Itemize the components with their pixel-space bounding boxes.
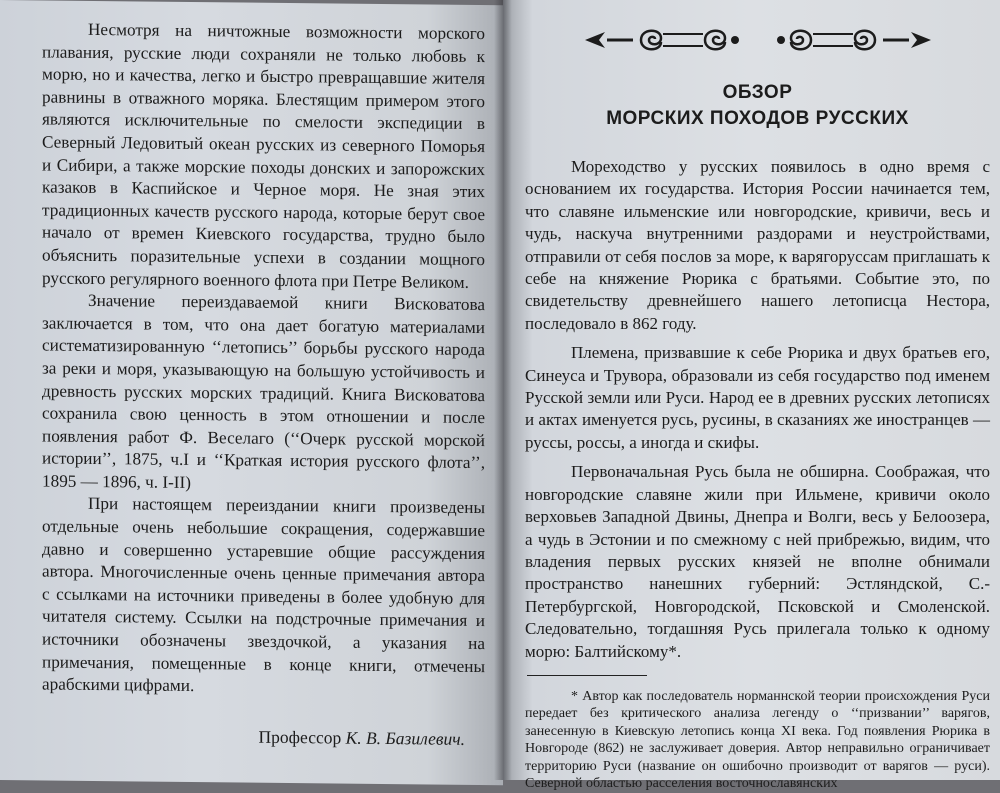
left-page — [0, 0, 503, 785]
chapter-title-line-2: МОРСКИХ ПОХОДОВ РУССКИХ — [606, 108, 909, 129]
header-ornament — [525, 20, 990, 60]
book-gutter — [494, 0, 512, 780]
chapter-title — [525, 80, 990, 132]
signature-title: Профессор — [258, 726, 342, 748]
footnote — [525, 688, 990, 793]
right-page — [503, 0, 1000, 792]
footnote-divider — [527, 675, 647, 676]
left-paragraph-2: Значение переиздаваемой книги Висковатова заключается в том, что она дает богатую материалами систематизированную ‘‘летопись’’ борьбы русского народа за реки и моря, указывающую на большую устойчивость и древность русских морских традиций. Книга Висковатова сохранила свою ценность в этом отношении и после появления работ Ф. Веселаго (‘‘Очерк русской морской истории’’, 1875, ч.I и ‘‘Краткая история русского флота’’, 1895 — 1896, ч. I-II) — [42, 291, 485, 492]
ornament-left-icon — [583, 20, 743, 60]
signature — [42, 724, 485, 750]
right-paragraph-1: Мореходство у русских появилось в одно время с основанием их государства. История России начинается тем, что славяне ильменские или новгородские, кривичи, весь и чудь, наскуча внутренними раздорами и неустройствами, отправили от себя послов за море, к варягорусcам приглашать к себе на княжение Рюрика с братьями. Событие это, по свидетельству древнейшего нашего летописца Нестора, последовало в 862 году. — [525, 157, 990, 333]
ornament-right-icon — [773, 20, 933, 60]
chapter-title-line-1: ОБЗОР — [722, 82, 793, 103]
signature-name: К. В. Базилевич. — [345, 727, 465, 749]
right-paragraph-3: Первоначальная Русь была не обширна. Соображая, что новгородские славяне жили при Ильмене, кривичи около верховьев Западной Двины, Днепра и Волги, весь у Белоозера, а чудь в Эстонии и по смежному с ней прибрежью, видим, что владения первых русских князей не вполне обнимали пространство нанешних губерний: Эстляндской, С.-Петербургской, Новгородской, Псковской и Смоленской. Следовательно, тогдашняя Русь прилегала только к одному морю: Балтийскому*. — [525, 462, 990, 661]
left-paragraph-1: Несмотря на ничтожные возможности морского плавания, русские люди сохраняли не только любовь к морю, но и качества, легко и быстро превращавшие жителя равнины в отважного моряка. Блестящим примером этого являются исключительные по смелости экспедиции в Северный Ледовитый океан русских из северного Поморья и Сибири, а также морские походы донских и запорожских казаков в Каспийское и Черное моря. Не зная этих традиционных качеств русского народа, которые берут свое начало от времен Киевского государства, трудно было объяснить поразительные успехи в создании мощного русского регулярного военного флота при Петре Великом. — [42, 19, 485, 292]
footnote-text: * Автор как последователь норманнской теории происхождения Руси передает без критического анализа легенду о ‘‘призвании’’ варягов, занесенную в Киевскую летопись конца XI века. Год появления Рюрика в Новгороде (862) не заслуживает доверия. Автор неправильно ограничивает территорию Руси (название он ошибочно производит от варягов — руси). Северной областью расселения восточнославянских — [525, 688, 990, 792]
left-paragraph-3: При настоящем переиздании книги произведены отдельные очень небольшие сокращения, содержавшие давно и совершенно устаревшие общие рассуждения автора. Многочисленные очень ценные примечания автора с ссылками на источники приведены в более удобную для читателя систему. Ссылки на подстрочные примечания и источники обозначены звездочкой, а указания на примечания, помещенные в конце книги, отмечены арабскими цифрами. — [42, 494, 485, 696]
right-paragraph-2: Племена, призвавшие к себе Рюрика и двух братьев его, Синеуса и Трувора, образовали из себя государство под именем Русской земли или Руси. Народ ее в древних русских летописях и актах именуется русь, русины, в сказаниях же иностранцев — руссы, россы, а иногда и скифы. — [525, 343, 990, 452]
right-body — [525, 156, 990, 663]
